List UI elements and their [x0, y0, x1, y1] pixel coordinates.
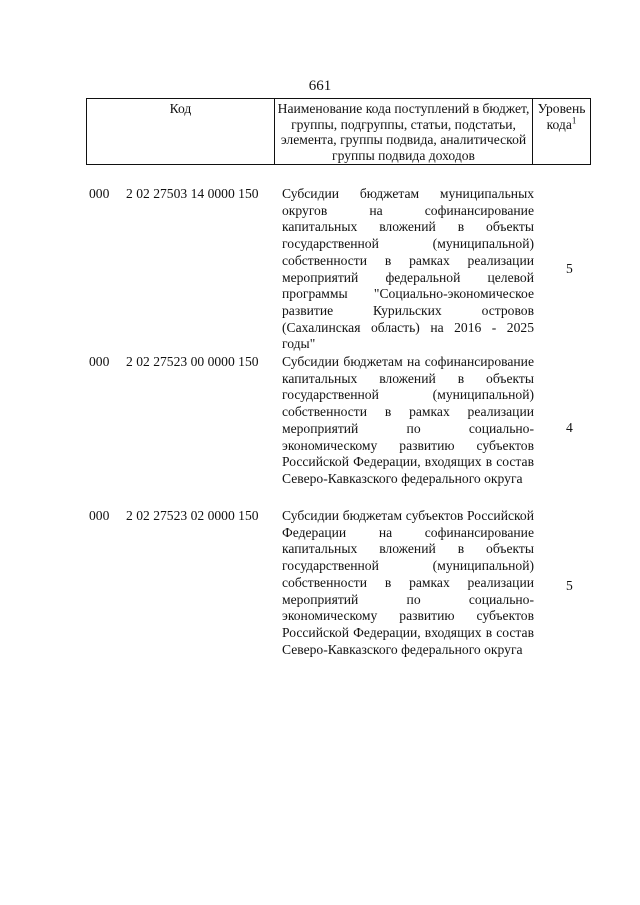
row-code: 2 02 27503 14 0000 150	[126, 186, 259, 201]
header-col-level-label: Уровень кода	[537, 101, 586, 132]
page-number: 661	[308, 78, 332, 94]
row-level: 5	[566, 578, 573, 593]
header-col-name: Наименование кода поступлений в бюджет, группы, подгруппы, статьи, подстатьи, элемента, группы подвида, аналитической группы подвида доходов	[275, 99, 533, 165]
header-col-code: Код	[87, 99, 275, 165]
row-level: 5	[566, 261, 573, 276]
row-prefix: 000	[89, 186, 110, 201]
row-prefix: 000	[89, 354, 110, 369]
row-code: 2 02 27523 02 0000 150	[126, 508, 259, 523]
row-name: Субсидии бюджетам субъектов Российской Федерации на софинансирование капитальных вложений в объекты государственной (муниципальной) собственности в рамках реализации мероприятий по социально-экономическому развитию субъектов Российской Федерации, входящих в состав Северо-Кавказского федерального округа	[282, 508, 534, 657]
row-level: 4	[566, 420, 573, 435]
table-header	[86, 98, 591, 165]
row-code: 2 02 27523 00 0000 150	[126, 354, 259, 369]
footnote-marker: 1	[571, 115, 577, 126]
row-name: Субсидии бюджетам на софинансирование капитальных вложений в объекты государственной (муниципальной) собственности в рамках реализации мероприятий по социально-экономическому развитию субъектов Российской Федерации, входящих в состав Северо-Кавказского федерального округа	[282, 354, 534, 486]
row-name: Субсидии бюджетам муниципальных округов на софинансирование капитальных вложений в объекты государственной (муниципальной) собственности в рамках реализации мероприятий федеральной целевой программы "Социально-экономическое развитие Курильских островов (Сахалинская область) на 2016 - 2025 годы"	[282, 186, 534, 352]
header-col-level	[533, 99, 591, 165]
row-prefix: 000	[89, 508, 110, 523]
